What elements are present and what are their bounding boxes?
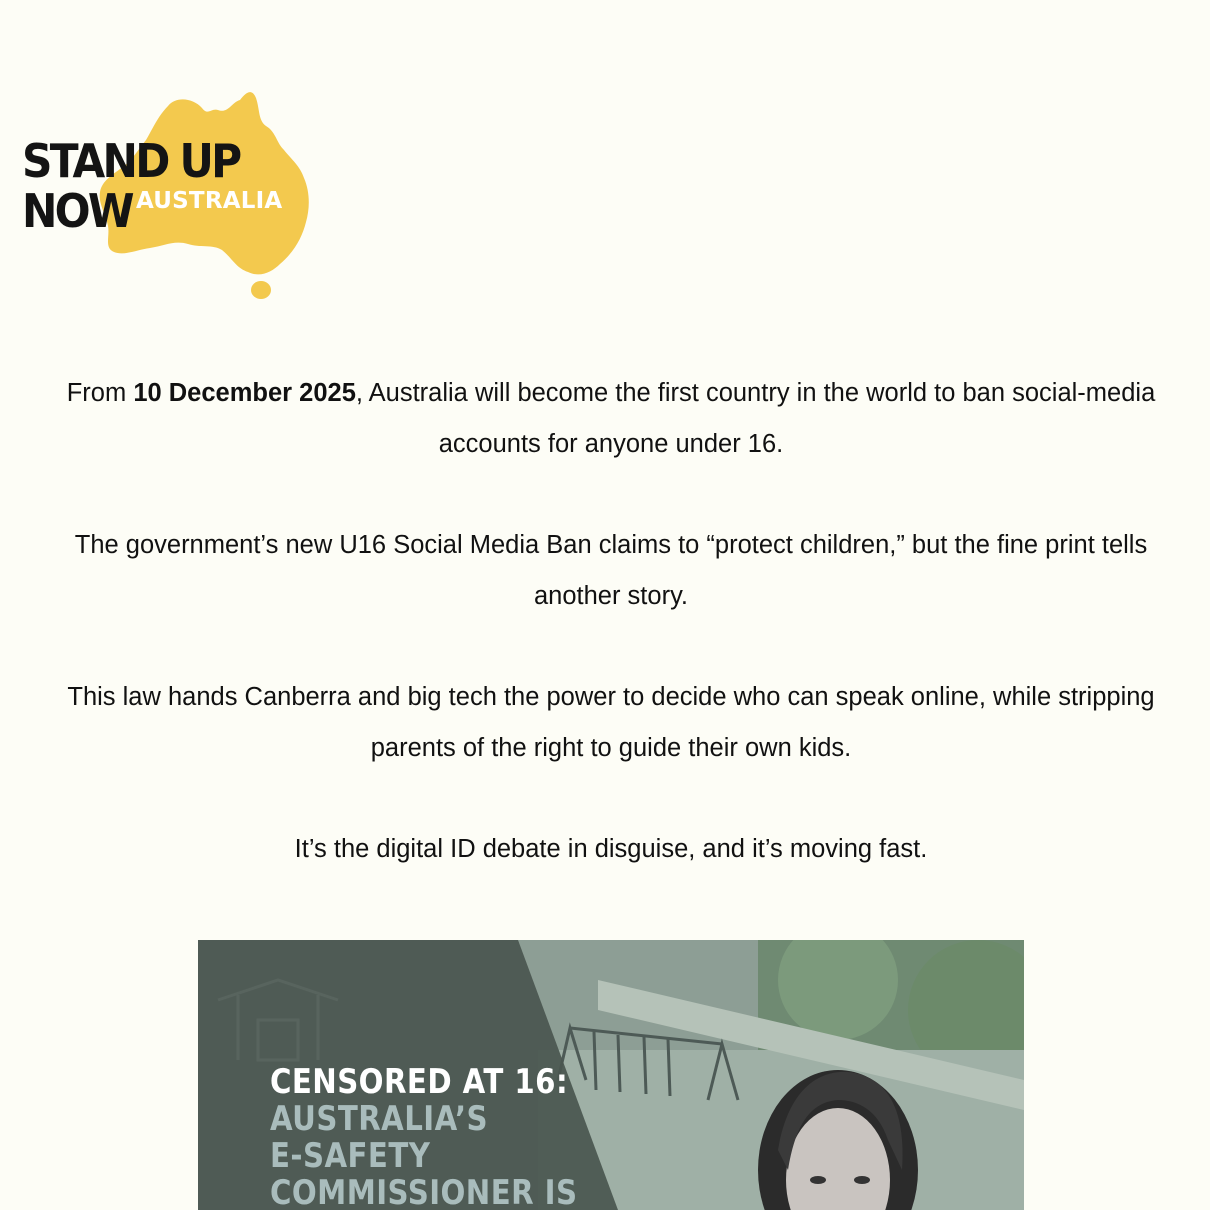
banner-headline xyxy=(270,1064,577,1210)
paragraph-power: This law hands Canberra and big tech the power to decide who can speak online, while stripping parents of the right to guide their own kids. xyxy=(67,683,1155,762)
logo-title-line2: NOW xyxy=(22,184,132,238)
paragraph-digital-id: It’s the digital ID debate in disguise, and it’s moving fast. xyxy=(294,835,928,863)
banner-line4: COMMISSIONER IS xyxy=(270,1173,578,1210)
paragraph-intro xyxy=(40,368,1182,470)
intro-pre: From xyxy=(66,379,134,407)
logo-subtitle: AUSTRALIA xyxy=(136,188,283,214)
ban-date: 10 December 2025 xyxy=(133,379,356,407)
stand-up-now-logo[interactable] xyxy=(18,88,318,308)
article-body xyxy=(40,368,1182,925)
intro-post: , Australia will become the first country in the world to ban social-media accounts for anyone under 16. xyxy=(355,379,1156,458)
banner-line1: CENSORED AT 16: xyxy=(270,1062,569,1102)
logo-title-line1: STAND UP xyxy=(22,134,240,188)
paragraph-fine-print: The government’s new U16 Social Media Ban claims to “protect children,” but the fine print tells another story. xyxy=(74,531,1148,610)
banner-line3: E-SAFETY xyxy=(270,1136,431,1176)
article-banner-image[interactable] xyxy=(198,940,1024,1210)
banner-line2: AUSTRALIA’S xyxy=(270,1099,488,1139)
